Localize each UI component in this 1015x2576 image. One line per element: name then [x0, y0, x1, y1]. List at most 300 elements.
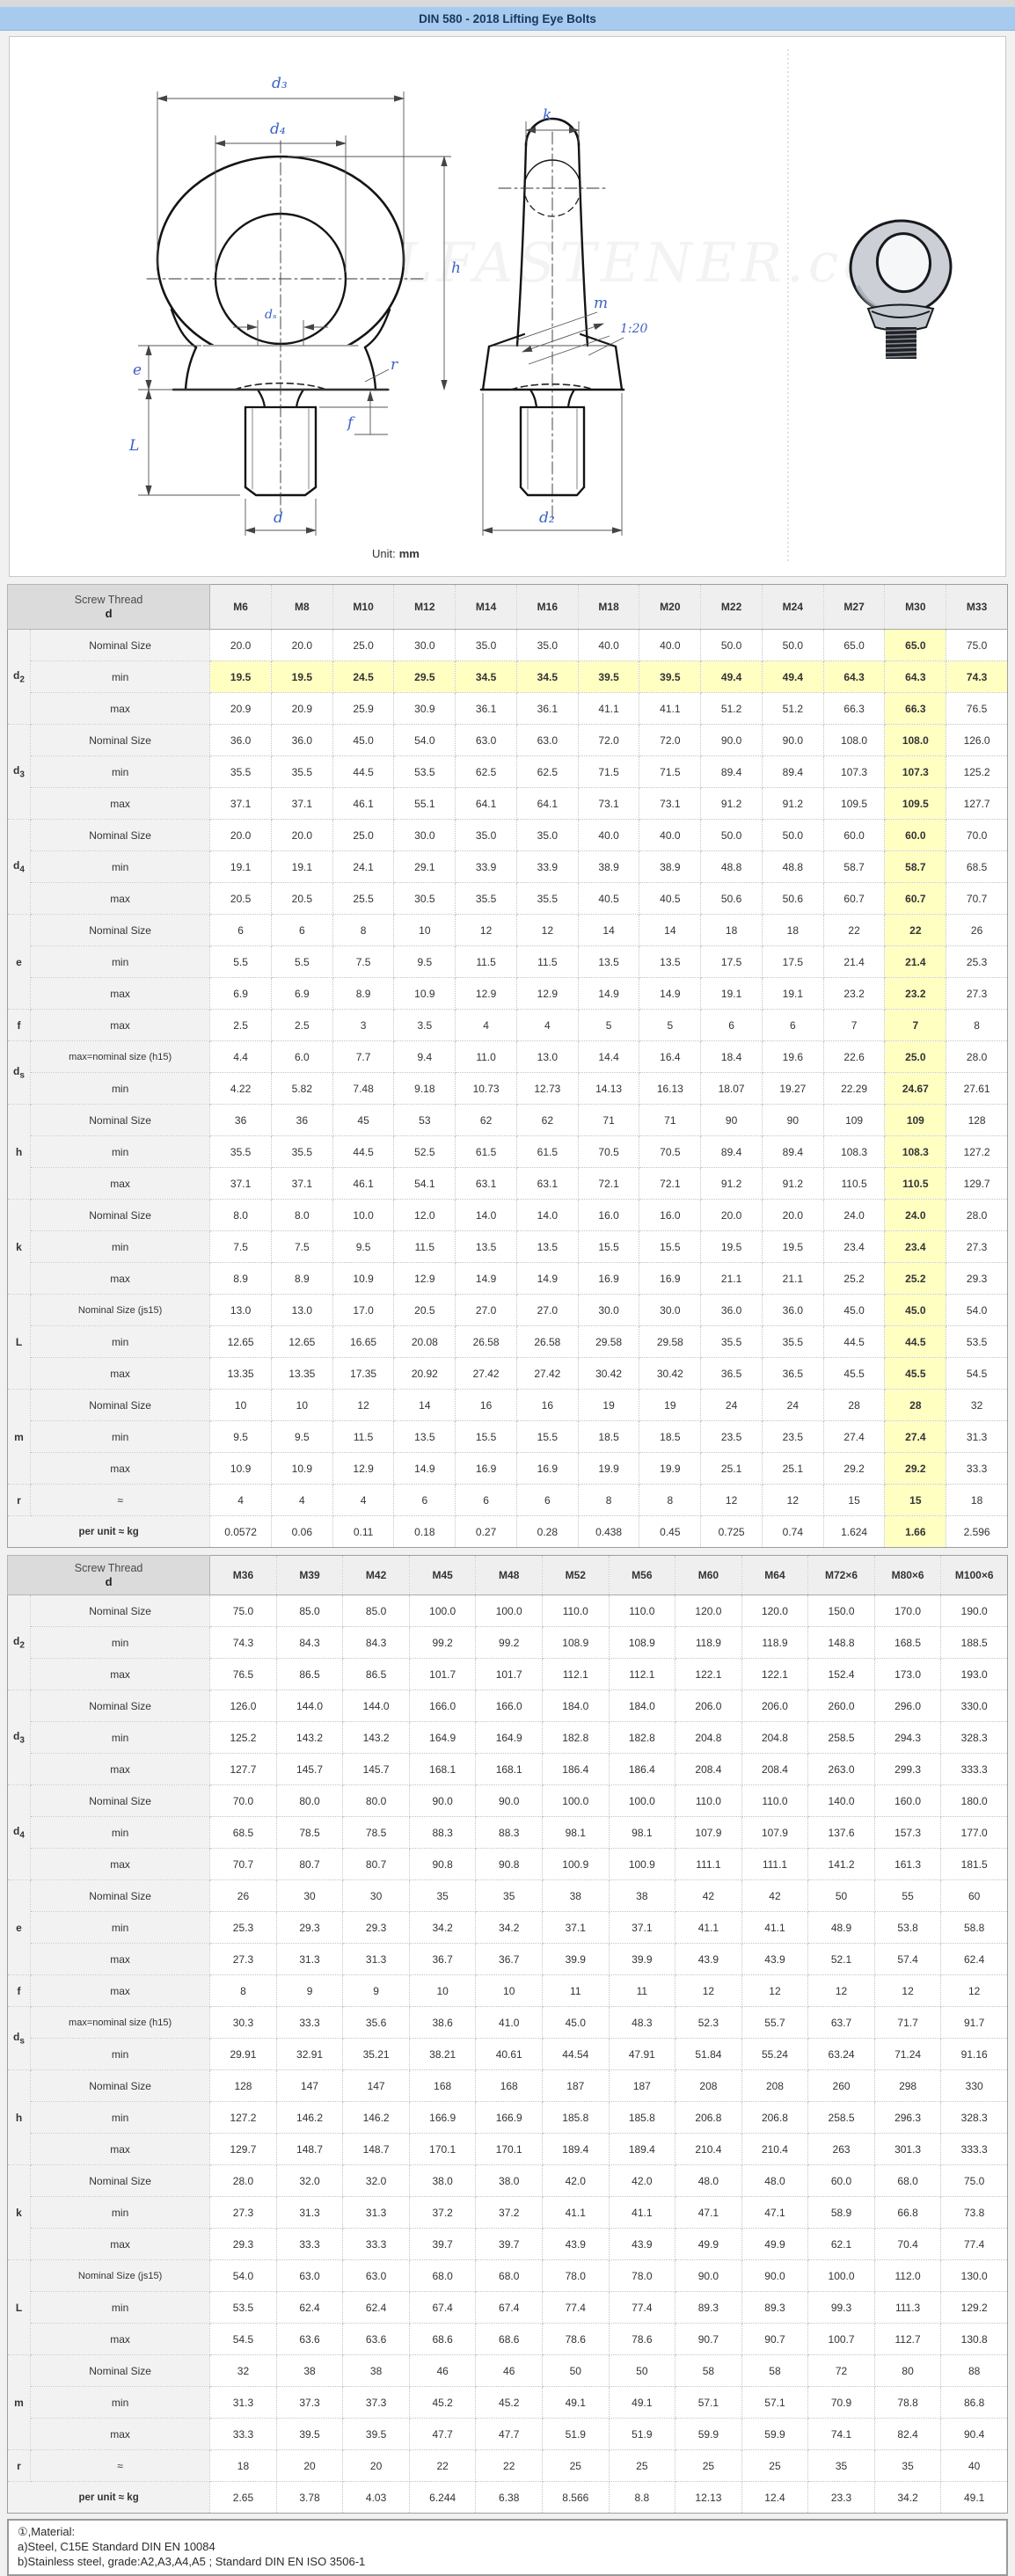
row-label: max	[31, 883, 210, 915]
table-cell: 91.2	[762, 788, 823, 820]
table-cell: 52.5	[394, 1136, 456, 1168]
table-cell: 298	[874, 2070, 941, 2102]
table-cell: 9.5	[210, 1421, 272, 1453]
table-cell: 166.0	[409, 1690, 476, 1722]
table-cell: 49.4	[701, 661, 763, 693]
table-cell: 8.9	[332, 978, 394, 1010]
row-label: max	[31, 1358, 210, 1390]
table-cell: 36.0	[762, 1295, 823, 1326]
table-cell: 111.3	[874, 2292, 941, 2324]
table-cell: 45.2	[476, 2387, 543, 2419]
table-cell: 18	[946, 1485, 1008, 1516]
table-cell: 54.5	[210, 2324, 277, 2355]
table-cell: 8	[946, 1010, 1008, 1041]
table-cell: 29.2	[885, 1453, 946, 1485]
table-cell: 137.6	[808, 1817, 875, 1849]
column-header-M36[interactable]: M36	[210, 1556, 277, 1595]
column-header-M33[interactable]: M33	[946, 585, 1008, 630]
top-strip	[0, 0, 1015, 6]
table-cell: 65.0	[885, 630, 946, 661]
table-cell: 86.5	[343, 1659, 410, 1690]
table-cell: 33.3	[946, 1453, 1008, 1485]
table-cell: 70.7	[210, 1849, 277, 1880]
row-label: max	[31, 1010, 210, 1041]
table-cell: 0.74	[762, 1516, 823, 1548]
table-cell: 30.3	[210, 2007, 277, 2039]
table-cell: 43.9	[609, 2229, 675, 2260]
group-label: $d_2$	[8, 1595, 31, 1690]
group-label: f	[8, 1975, 31, 2007]
table-cell: 76.5	[946, 693, 1008, 725]
table-cell: 112.7	[874, 2324, 941, 2355]
table-cell: 45.5	[885, 1358, 946, 1390]
table-cell: 70.0	[946, 820, 1008, 851]
table-cell: 20.5	[271, 883, 332, 915]
row-label: min	[31, 946, 210, 978]
table-cell: 12.9	[516, 978, 578, 1010]
table-cell: 62.5	[516, 756, 578, 788]
table-cell: 19.1	[271, 851, 332, 883]
table-cell: 2.5	[210, 1010, 272, 1041]
table-cell: 40.5	[578, 883, 639, 915]
table-cell: 148.7	[343, 2134, 410, 2165]
table-cell: 1.624	[823, 1516, 885, 1548]
table-cell: 12	[332, 1390, 394, 1421]
row-label: Nominal Size	[31, 630, 210, 661]
table-cell: 10	[271, 1390, 332, 1421]
column-header-M60[interactable]: M60	[675, 1556, 742, 1595]
group-label: $d_4$	[8, 820, 31, 915]
table-cell: 128	[210, 2070, 277, 2102]
table-cell: 21.4	[885, 946, 946, 978]
table-cell: 112.1	[543, 1659, 610, 1690]
table-cell: 14.9	[456, 1263, 517, 1295]
table-cell: 50.6	[762, 883, 823, 915]
table-cell: 90.0	[701, 725, 763, 756]
row-label: Nominal Size	[31, 1595, 210, 1627]
table-cell: 30.0	[394, 820, 456, 851]
table-cell: 82.4	[874, 2419, 941, 2450]
row-label: min	[31, 756, 210, 788]
column-header-M39[interactable]: M39	[276, 1556, 343, 1595]
row-label: Nominal Size	[31, 1390, 210, 1421]
table-cell: 66.8	[874, 2197, 941, 2229]
table-cell: 58.9	[808, 2197, 875, 2229]
table-cell: 35	[874, 2450, 941, 2482]
table-cell: 28.0	[946, 1200, 1008, 1231]
table-cell: 29.2	[823, 1453, 885, 1485]
table-cell: 208	[741, 2070, 808, 2102]
table-cell: 22.29	[823, 1073, 885, 1105]
table-cell: 14.9	[516, 1263, 578, 1295]
row-label: min	[31, 1136, 210, 1168]
table-cell: 100.0	[409, 1595, 476, 1627]
column-header-M24[interactable]: M24	[762, 585, 823, 630]
table-cell: 8.9	[271, 1263, 332, 1295]
group-label: k	[8, 2165, 31, 2260]
column-header-M64[interactable]: M64	[741, 1556, 808, 1595]
table-cell: 299.3	[874, 1754, 941, 1785]
table-cell: 19	[578, 1390, 639, 1421]
table-cell: 29.58	[578, 1326, 639, 1358]
table-cell: 168.5	[874, 1627, 941, 1659]
row-label: min	[31, 1421, 210, 1453]
table-cell: 100.9	[609, 1849, 675, 1880]
table-cell: 21.4	[823, 946, 885, 978]
table-cell: 80.0	[343, 1785, 410, 1817]
table-cell: 35.5	[271, 756, 332, 788]
table-cell: 7.5	[271, 1231, 332, 1263]
side-view-dimensions	[483, 121, 624, 536]
table-cell: 9	[276, 1975, 343, 2007]
table-cell: 37.1	[543, 1912, 610, 1944]
table-cell: 107.9	[675, 1817, 742, 1849]
column-header-M16[interactable]: M16	[516, 585, 578, 630]
table-cell: 41.1	[639, 693, 701, 725]
table-cell: 186.4	[609, 1754, 675, 1785]
group-label: r	[8, 2450, 31, 2482]
table-cell: 74.3	[210, 1627, 277, 1659]
table-cell: 17.5	[701, 946, 763, 978]
column-header-M48[interactable]: M48	[476, 1556, 543, 1595]
table-cell: 67.4	[476, 2292, 543, 2324]
table-cell: 27.0	[516, 1295, 578, 1326]
dim-label-d: d	[274, 509, 283, 527]
table-cell: 37.1	[271, 1168, 332, 1200]
row-label: Nominal Size (js15)	[31, 2260, 210, 2292]
table-cell: 20.0	[210, 820, 272, 851]
table-cell: 204.8	[675, 1722, 742, 1754]
table-cell: 3.5	[394, 1010, 456, 1041]
table-cell: 71.5	[578, 756, 639, 788]
table-cell: 14.9	[394, 1453, 456, 1485]
table-cell: 37.1	[210, 788, 272, 820]
table-cell: 29.91	[210, 2039, 277, 2070]
table-cell: 48.0	[675, 2165, 742, 2197]
table-cell: 30	[276, 1880, 343, 1912]
table-cell: 120.0	[675, 1595, 742, 1627]
table-cell: 37.1	[609, 1912, 675, 1944]
table-cell: 60.0	[885, 820, 946, 851]
table-cell: 88	[941, 2355, 1008, 2387]
row-label: max	[31, 1944, 210, 1975]
table-cell: 110.0	[543, 1595, 610, 1627]
table-cell: 63.0	[276, 2260, 343, 2292]
table-cell: 260.0	[808, 1690, 875, 1722]
table-cell: 76.5	[210, 1659, 277, 1690]
table-cell: 30.0	[639, 1295, 701, 1326]
group-label: m	[8, 2355, 31, 2450]
table-cell: 301.3	[874, 2134, 941, 2165]
table-cell: 144.0	[276, 1690, 343, 1722]
table-cell: 122.1	[675, 1659, 742, 1690]
column-header-M10[interactable]: M10	[332, 585, 394, 630]
table-cell: 6	[394, 1485, 456, 1516]
table-cell: 24	[701, 1390, 763, 1421]
table-cell: 2.5	[271, 1010, 332, 1041]
table-cell: 51.9	[543, 2419, 610, 2450]
table-cell: 150.0	[808, 1595, 875, 1627]
table-cell: 210.4	[675, 2134, 742, 2165]
table-cell: 72	[808, 2355, 875, 2387]
table-cell: 90.0	[409, 1785, 476, 1817]
table-cell: 296.0	[874, 1690, 941, 1722]
table-cell: 91.2	[701, 1168, 763, 1200]
table-cell: 146.2	[343, 2102, 410, 2134]
table-cell: 294.3	[874, 1722, 941, 1754]
table-cell: 71	[639, 1105, 701, 1136]
table-cell: 25.5	[332, 883, 394, 915]
row-label: min	[31, 1073, 210, 1105]
table-cell: 168	[409, 2070, 476, 2102]
dim-label-m: m	[594, 295, 609, 312]
table-cell: 89.3	[741, 2292, 808, 2324]
row-label: Nominal Size	[31, 1785, 210, 1817]
column-header-M18[interactable]: M18	[578, 585, 639, 630]
table-cell: 77.4	[941, 2229, 1008, 2260]
table-cell: 127.2	[210, 2102, 277, 2134]
table-cell: 61.5	[516, 1136, 578, 1168]
size-table-small-sizes	[7, 584, 1008, 1548]
table-cell: 141.2	[808, 1849, 875, 1880]
table-cell: 10.9	[271, 1453, 332, 1485]
table-cell: 19.5	[762, 1231, 823, 1263]
table-cell: 25	[609, 2450, 675, 2482]
row-label: min	[31, 2039, 210, 2070]
table-cell: 20.0	[701, 1200, 763, 1231]
table-cell: 12.9	[332, 1453, 394, 1485]
table-cell: 23.5	[701, 1421, 763, 1453]
table-cell: 29.1	[394, 851, 456, 883]
table-cell: 27.3	[210, 1944, 277, 1975]
group-label: $d_3$	[8, 1690, 31, 1785]
spec-table	[7, 1555, 1008, 2514]
note-line: ①,Material:	[18, 2525, 76, 2538]
column-header-M8[interactable]: M8	[271, 585, 332, 630]
table-cell: 4.03	[343, 2482, 410, 2514]
row-label: max	[31, 1754, 210, 1785]
table-cell: 14.9	[578, 978, 639, 1010]
table-cell: 80.0	[276, 1785, 343, 1817]
row-label: min	[31, 1817, 210, 1849]
table-cell: 107.3	[823, 756, 885, 788]
table-cell: 33.9	[516, 851, 578, 883]
table-cell: 173.0	[874, 1659, 941, 1690]
row-label: ≈	[31, 2450, 210, 2482]
table-cell: 35.21	[343, 2039, 410, 2070]
table-cell: 5.82	[271, 1073, 332, 1105]
table-cell: 11.5	[394, 1231, 456, 1263]
row-label: max	[31, 1168, 210, 1200]
row-label: Nominal Size	[31, 2355, 210, 2387]
table-cell: 33.3	[210, 2419, 277, 2450]
table-cell: 190.0	[941, 1595, 1008, 1627]
table-cell: 8	[332, 915, 394, 946]
table-cell: 91.2	[762, 1168, 823, 1200]
table-cell: 10.9	[332, 1263, 394, 1295]
table-cell: 28.0	[946, 1041, 1008, 1073]
table-cell: 16.9	[578, 1263, 639, 1295]
column-header-M45[interactable]: M45	[409, 1556, 476, 1595]
dim-label-e: e	[133, 361, 142, 379]
table-cell: 54.0	[394, 725, 456, 756]
row-label: max	[31, 1975, 210, 2007]
table-cell: 23.2	[885, 978, 946, 1010]
table-cell: 146.2	[276, 2102, 343, 2134]
table-cell: 50.6	[701, 883, 763, 915]
table-cell: 166.9	[409, 2102, 476, 2134]
table-cell: 45.0	[885, 1295, 946, 1326]
table-cell: 40.0	[639, 630, 701, 661]
table-cell: 206.0	[675, 1690, 742, 1722]
table-cell: 14.4	[578, 1041, 639, 1073]
table-cell: 36.7	[476, 1944, 543, 1975]
table-cell: 50.0	[762, 820, 823, 851]
table-cell: 10	[210, 1390, 272, 1421]
row-label: min	[31, 2197, 210, 2229]
table-cell: 23.2	[823, 978, 885, 1010]
table-cell: 127.2	[946, 1136, 1008, 1168]
table-cell: 63.0	[343, 2260, 410, 2292]
group-label: $d_s$	[8, 2007, 31, 2070]
table-cell: 161.3	[874, 1849, 941, 1880]
table-cell: 19	[639, 1390, 701, 1421]
column-header-M42[interactable]: M42	[343, 1556, 410, 1595]
table-cell: 40.5	[639, 883, 701, 915]
row-label: max	[31, 788, 210, 820]
table-cell: 62.4	[941, 1944, 1008, 1975]
table-cell: 108.0	[823, 725, 885, 756]
table-cell: 148.7	[276, 2134, 343, 2165]
table-cell: 44.54	[543, 2039, 610, 2070]
table-cell: 78.6	[543, 2324, 610, 2355]
table-cell: 90.0	[741, 2260, 808, 2292]
table-cell: 126.0	[210, 1690, 277, 1722]
table-cell: 63.0	[516, 725, 578, 756]
table-cell: 109	[823, 1105, 885, 1136]
table-cell: 25.0	[332, 820, 394, 851]
table-cell: 38	[543, 1880, 610, 1912]
table-cell: 48.0	[741, 2165, 808, 2197]
table-cell: 11	[543, 1975, 610, 2007]
group-label: r	[8, 1485, 31, 1516]
table-cell: 63.0	[456, 725, 517, 756]
table-cell: 145.7	[343, 1754, 410, 1785]
table-cell: 0.06	[271, 1516, 332, 1548]
table-cell: 210.4	[741, 2134, 808, 2165]
table-cell: 18.5	[639, 1421, 701, 1453]
table-cell: 16.9	[456, 1453, 517, 1485]
table-cell: 35.5	[210, 756, 272, 788]
table-cell: 39.5	[343, 2419, 410, 2450]
table-cell: 19.27	[762, 1073, 823, 1105]
table-cell: 185.8	[609, 2102, 675, 2134]
table-cell: 18	[701, 915, 763, 946]
table-cell: 24.5	[332, 661, 394, 693]
technical-drawing-panel	[9, 36, 1006, 577]
column-header-M30[interactable]: M30	[885, 585, 946, 630]
table-cell: 100.7	[808, 2324, 875, 2355]
table-cell: 31.3	[276, 2197, 343, 2229]
table-cell: 12	[456, 915, 517, 946]
table-cell: 333.3	[941, 1754, 1008, 1785]
table-cell: 6	[762, 1010, 823, 1041]
table-cell: 107.3	[885, 756, 946, 788]
table-cell: 20	[276, 2450, 343, 2482]
title-bar	[0, 6, 1015, 31]
table-cell: 35.0	[516, 820, 578, 851]
table-cell: 68.0	[874, 2165, 941, 2197]
column-header-M56[interactable]: M56	[609, 1556, 675, 1595]
table-cell: 98.1	[543, 1817, 610, 1849]
column-header-M14[interactable]: M14	[456, 585, 517, 630]
column-header-M6[interactable]: M6	[210, 585, 272, 630]
table-cell: 65.0	[823, 630, 885, 661]
column-header-M100×6[interactable]: M100×6	[941, 1556, 1008, 1595]
table-cell: 3	[332, 1010, 394, 1041]
table-cell: 263.0	[808, 1754, 875, 1785]
table-cell: 12	[808, 1975, 875, 2007]
table-cell: 11.5	[332, 1421, 394, 1453]
table-cell: 60	[941, 1880, 1008, 1912]
column-header-M12[interactable]: M12	[394, 585, 456, 630]
table-cell: 51.84	[675, 2039, 742, 2070]
table-cell: 35	[409, 1880, 476, 1912]
table-cell: 30.0	[578, 1295, 639, 1326]
table-cell: 185.8	[543, 2102, 610, 2134]
table-cell: 41.1	[741, 1912, 808, 1944]
column-header-M72×6[interactable]: M72×6	[808, 1556, 875, 1595]
table-cell: 34.5	[516, 661, 578, 693]
table-cell: 50.0	[701, 630, 763, 661]
table-cell: 30	[343, 1880, 410, 1912]
column-header-M20[interactable]: M20	[639, 585, 701, 630]
table-cell: 29.3	[276, 1912, 343, 1944]
table-cell: 186.4	[543, 1754, 610, 1785]
table-cell: 12	[762, 1485, 823, 1516]
table-cell: 177.0	[941, 1817, 1008, 1849]
table-cell: 12.65	[271, 1326, 332, 1358]
column-header-M80×6[interactable]: M80×6	[874, 1556, 941, 1595]
table-cell: 101.7	[476, 1659, 543, 1690]
column-header-M52[interactable]: M52	[543, 1556, 610, 1595]
table-cell: 38.0	[476, 2165, 543, 2197]
table-cell: 15	[823, 1485, 885, 1516]
table-cell: 59.9	[741, 2419, 808, 2450]
table-cell: 188.5	[941, 1627, 1008, 1659]
table-cell: 55.7	[741, 2007, 808, 2039]
table-cell: 40	[941, 2450, 1008, 2482]
table-cell: 66.3	[823, 693, 885, 725]
unit-note: Unit: mm	[372, 547, 420, 560]
table-cell: 40.0	[578, 820, 639, 851]
table-cell: 7	[823, 1010, 885, 1041]
row-label: Nominal Size	[31, 1105, 210, 1136]
table-cell: 21.1	[762, 1263, 823, 1295]
row-label: min	[31, 2292, 210, 2324]
column-header-M22[interactable]: M22	[701, 585, 763, 630]
row-label: Nominal Size (js15)	[31, 1295, 210, 1326]
table-cell: 9.5	[332, 1231, 394, 1263]
table-cell: 206.8	[675, 2102, 742, 2134]
table-cell: 90.8	[409, 1849, 476, 1880]
table-cell: 86.5	[276, 1659, 343, 1690]
column-header-M27[interactable]: M27	[823, 585, 885, 630]
table-cell: 99.3	[808, 2292, 875, 2324]
table-cell: 52.1	[808, 1944, 875, 1975]
table-cell: 4	[210, 1485, 272, 1516]
table-cell: 90.8	[476, 1849, 543, 1880]
